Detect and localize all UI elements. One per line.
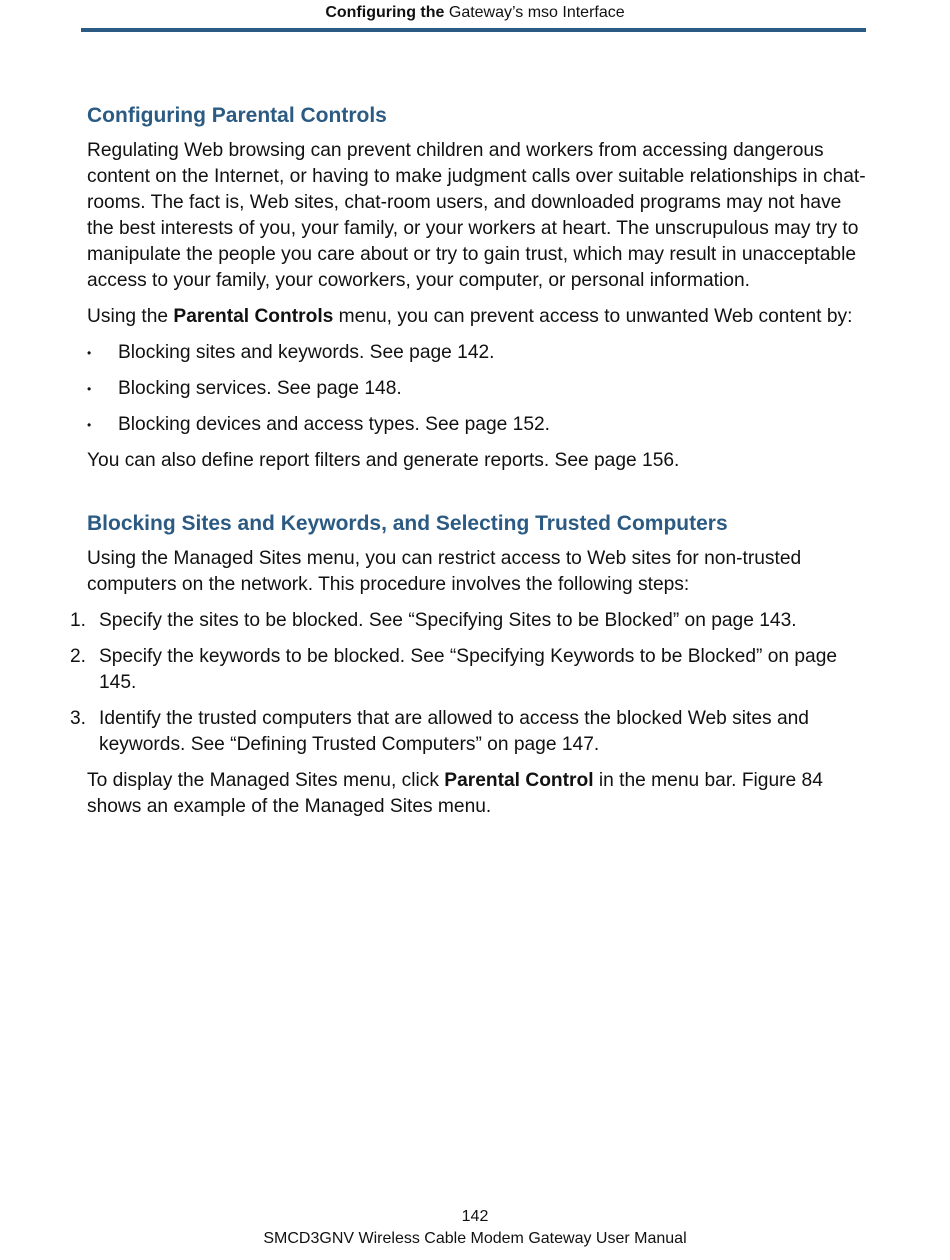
parental-controls-paragraph [87, 304, 867, 330]
paragraph-text: menu, you can prevent access to unwanted Web content by: [333, 306, 853, 327]
paragraph-text: Using the [87, 306, 174, 327]
bullet-marker: • [87, 346, 92, 360]
step-text: Identify the trusted computers that are allowed to access the blocked Web sites and keywords. See “Defining Trusted Computers” on page 147. [99, 708, 809, 755]
steps-list [70, 608, 867, 758]
managed-sites-paragraph: Using the Managed Sites menu, you can restrict access to Web sites for non-trusted computers on the network. This procedure involves the following steps: [87, 548, 802, 595]
step-number: 2. [70, 646, 87, 667]
bullet-item [87, 412, 867, 438]
bullet-text: Blocking devices and access types. See page 152. [118, 414, 550, 435]
step-number: 1. [70, 610, 87, 631]
bullet-list [87, 340, 867, 438]
parental-controls-menu-name: Parental Controls [173, 306, 334, 327]
page-number: 142 [461, 1208, 489, 1225]
bullet-text: Blocking services. See page 148. [118, 378, 402, 399]
bullet-text: Blocking sites and keywords. See page 142. [118, 342, 495, 363]
report-filters-paragraph: You can also define report filters and generate reports. See page 156. [87, 450, 680, 471]
step-number: 3. [70, 708, 87, 729]
running-header-bold: Configuring the [325, 4, 445, 21]
section-title-blocking-sites: Blocking Sites and Keywords, and Selecting Trusted Computers [87, 512, 728, 535]
step-text: Specify the sites to be blocked. See “Specifying Sites to be Blocked” on page 143. [99, 610, 797, 631]
bullet-marker: • [87, 418, 92, 432]
step-item [70, 644, 867, 696]
paragraph-text: in the menu bar. Figure 84 shows an example of the Managed Sites menu. [87, 770, 823, 817]
section-title-parental-controls: Configuring Parental Controls [87, 104, 387, 127]
running-header [0, 3, 950, 23]
step-item [70, 608, 867, 634]
step-item [70, 706, 867, 758]
bullet-item [87, 376, 867, 402]
manual-title: SMCD3GNV Wireless Cable Modem Gateway User Manual [263, 1230, 687, 1247]
page-content [70, 100, 867, 820]
bullet-marker: • [87, 382, 92, 396]
bullet-item [87, 340, 867, 366]
display-menu-paragraph [87, 768, 867, 820]
step-text: Specify the keywords to be blocked. See “Specifying Keywords to be Blocked” on page 145. [99, 646, 838, 693]
paragraph-text: To display the Managed Sites menu, click [87, 770, 445, 791]
parental-control-menu-name: Parental Control [444, 770, 594, 791]
running-header-text: Gateway’s mso Interface [444, 4, 625, 21]
intro-paragraph: Regulating Web browsing can prevent children and workers from accessing dangerous content on the Internet, or having to make judgment calls over suitable relationships in chat-rooms. The fact is, Web sites, chat-room users, and downloaded programs may not have the best interests of you, your family, or your workers at heart. The unscrupulous may try to manipulate the people you care about or try to gain trust, which may result in unacceptable access to your family, your coworkers, your computer, or personal information. [87, 140, 866, 291]
header-rule [81, 28, 866, 32]
